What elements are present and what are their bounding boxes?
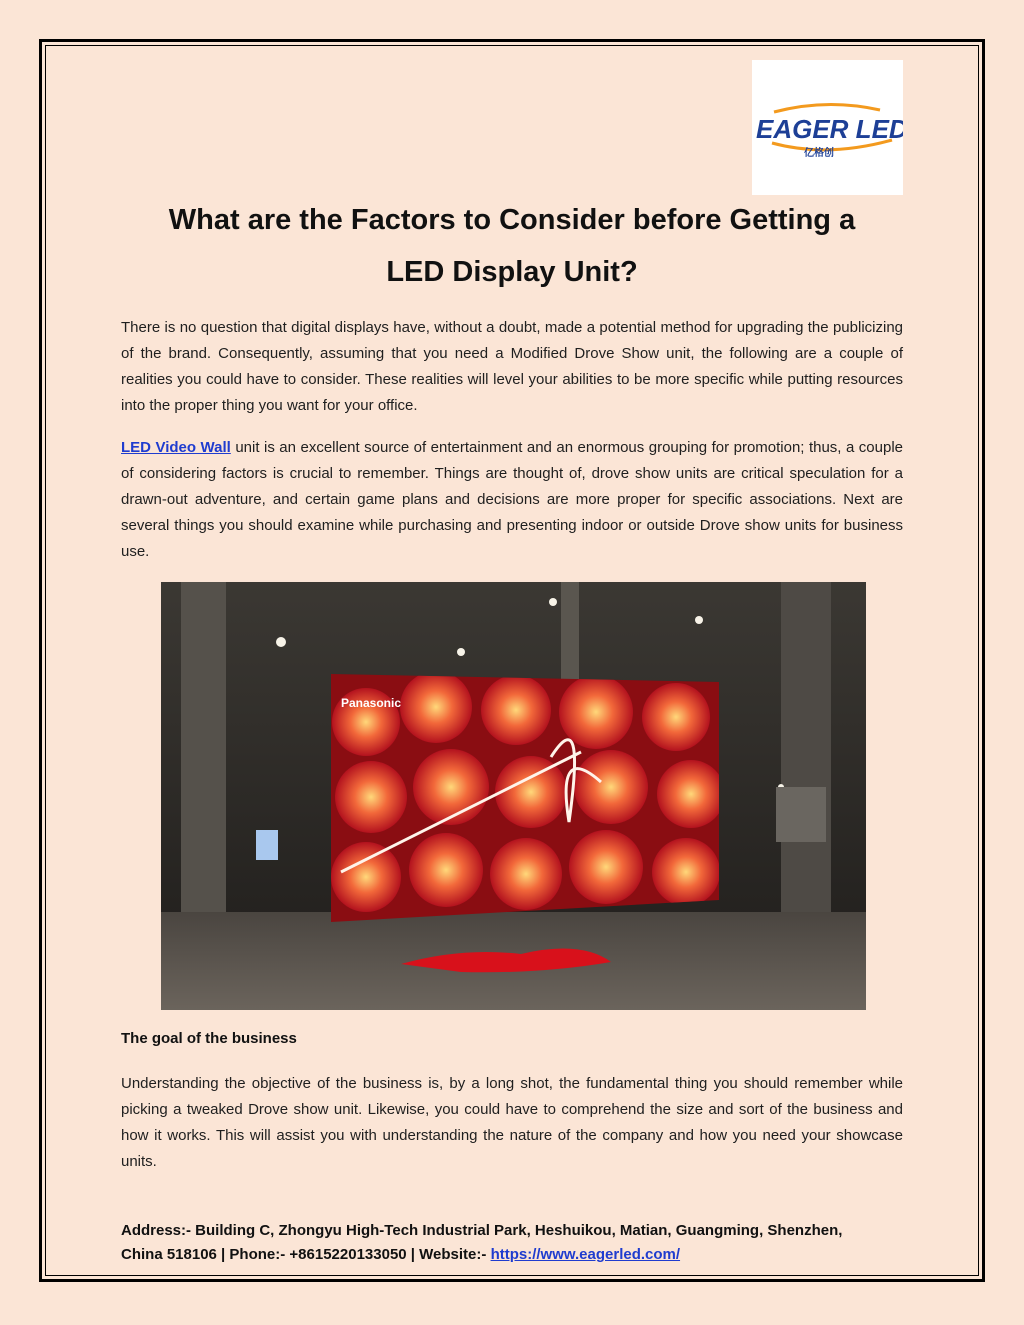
title-line-2: LED Display Unit? xyxy=(386,256,638,288)
video-wall-paragraph-text: unit is an excellent source of entertainment and an enormous grouping for promotion; thus, a couple of considering factors is crucial to remember. Things are thought of, drove show units are critical speculation for a drawn-out adventure, and certain game plans and decisions are more proper for specific associations. Next are several things you should examine while purchasing and presenting indoor or outside Drove show units for business use. xyxy=(121,439,903,560)
logo-chinese-text: 亿格创 xyxy=(804,148,834,159)
website-link[interactable]: https://www.eagerled.com/ xyxy=(490,1246,681,1263)
contact-footer xyxy=(121,1219,911,1267)
title-line-1: What are the Factors to Consider before Getting a xyxy=(168,204,856,236)
eager-led-logo xyxy=(752,60,903,195)
led-display-illustration xyxy=(161,582,866,1010)
goal-paragraph: Understanding the objective of the business is, by a long shot, the fundamental thing you should remember while picking a tweaked Drove show unit. Likewise, you could have to comprehend the size and sort of the business and how it works. This will assist you with understanding the nature of the company and how you need your showcase units. xyxy=(121,1075,903,1170)
page-title xyxy=(110,194,914,298)
footer-contact-line xyxy=(121,1243,911,1267)
section-heading-goal: The goal of the business xyxy=(121,1030,297,1047)
video-wall-paragraph xyxy=(121,435,903,565)
led-video-wall-link[interactable]: LED Video Wall xyxy=(121,439,231,456)
screen-brand-text: Panasonic xyxy=(341,696,402,710)
footer-address: Address:- Building C, Zhongyu High-Tech Industrial Park, Heshuikou, Matian, Guangming, Shenzhen, xyxy=(121,1222,843,1239)
logo-graphic xyxy=(752,60,903,195)
intro-paragraph: There is no question that digital displays have, without a doubt, made a potential method for upgrading the publicizing of the brand. Consequently, assuming that you need a Modified Drove Show unit, the following are a couple of realities you could have to consider. These realities will level your abilities to be more specific while putting resources into the proper thing you want for your office. xyxy=(121,319,903,414)
logo-wordmark: EAGER LED xyxy=(756,114,903,144)
led-display-photo xyxy=(161,582,866,1010)
footer-phone: China 518106 | Phone:- +8615220133050 | Website:- xyxy=(121,1246,491,1263)
